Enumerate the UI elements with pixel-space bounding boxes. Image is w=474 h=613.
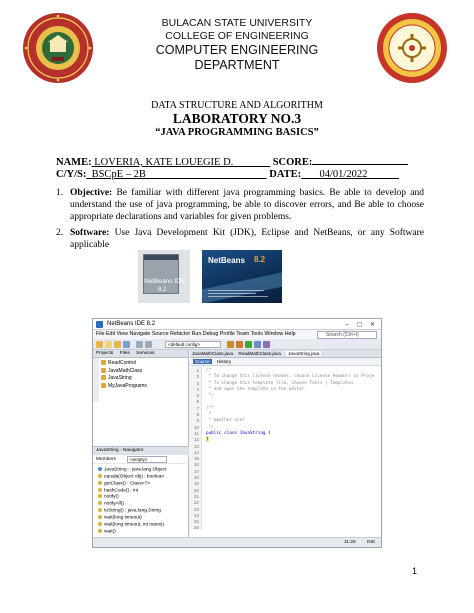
ide-search-input[interactable]: Search (Ctrl+I)	[317, 331, 377, 339]
window-controls[interactable]: – ▢ ✕	[345, 322, 378, 328]
netbeans-icon-image	[138, 250, 190, 303]
line-number: 22	[193, 500, 199, 506]
code-line: *	[206, 412, 212, 418]
line-number: 16	[193, 462, 199, 468]
date-value: ___04/01/2022______	[301, 169, 399, 180]
java-project-icon	[101, 383, 106, 388]
redo-icon[interactable]	[145, 341, 152, 348]
navigator-filter-select[interactable]: <empty>	[127, 456, 167, 463]
code-area[interactable]	[206, 367, 374, 444]
line-number: 1	[196, 368, 199, 373]
members-list	[98, 467, 166, 536]
members-label: Members	[96, 457, 116, 462]
line-number: 13	[193, 443, 199, 449]
project-tree	[101, 360, 147, 390]
method-icon	[98, 494, 102, 498]
method-icon	[98, 481, 102, 485]
list-number: 2.	[56, 228, 64, 238]
institution-heading	[150, 17, 324, 73]
line-number: 26	[193, 525, 199, 531]
tree-item[interactable]: MyJavaPrograms	[101, 383, 147, 391]
netbeans-ide-screenshot	[92, 318, 382, 548]
list-item-objective	[52, 187, 424, 223]
line-number: 3	[196, 380, 199, 386]
line-number: 10	[193, 424, 199, 430]
editor-tabs	[190, 350, 382, 358]
side-strip	[93, 358, 99, 402]
software-text: Use Java Development Kit (JDK), Eclipse and NetBeans, or any Software applicable	[70, 228, 425, 250]
method-icon	[98, 508, 102, 512]
ide-title-bar	[93, 319, 381, 330]
tab-services[interactable]: Services	[136, 351, 155, 356]
navigator-filter-row	[93, 455, 189, 464]
build-icon[interactable]	[227, 341, 234, 348]
line-number: 11	[194, 430, 199, 436]
method-icon	[98, 488, 102, 492]
code-line: /*	[206, 368, 212, 373]
source-tab[interactable]: Source	[195, 359, 210, 364]
method-icon	[98, 474, 102, 478]
netbeans-logo-icon	[96, 321, 103, 328]
member-item[interactable]: notify()	[98, 494, 166, 501]
code-line-class-declaration: public class JavaString {	[206, 430, 271, 436]
history-tab[interactable]: History	[216, 359, 232, 364]
editor-tab[interactable]: JavaMathClass.java	[192, 351, 234, 356]
java-project-icon	[101, 375, 106, 380]
netbeans-icon-version: 8.2	[158, 287, 167, 293]
name-label: NAME:	[56, 157, 92, 168]
method-icon	[98, 515, 102, 519]
list-item-software	[52, 227, 424, 251]
line-number: 6	[196, 399, 199, 405]
member-item[interactable]: JavaString :: java.lang.Object	[98, 467, 166, 474]
line-number: 19	[193, 481, 199, 487]
splash-version: 8.2	[254, 255, 266, 264]
code-line: /**	[206, 405, 214, 411]
insert-mode: INS	[367, 540, 375, 545]
objective-label: Objective:	[70, 188, 113, 198]
new-file-icon[interactable]	[105, 341, 112, 348]
letterhead	[0, 8, 474, 90]
line-number: 7	[196, 405, 199, 411]
navigator-panel	[93, 446, 189, 538]
line-number: 4	[196, 386, 199, 392]
ide-status-bar	[93, 537, 382, 547]
bulsu-seal-logo	[22, 12, 94, 84]
line-number: 21	[193, 493, 199, 499]
java-project-icon	[101, 360, 106, 365]
ide-toolbar	[93, 339, 381, 350]
department-line-2: DEPARTMENT	[194, 58, 280, 72]
profile-icon[interactable]	[263, 341, 270, 348]
member-item[interactable]: toString() : java.lang.String	[98, 508, 166, 515]
projects-panel	[93, 350, 189, 538]
editor-tab-active[interactable]: JavaString.java	[288, 351, 320, 356]
code-line-closing-brace: }	[206, 437, 209, 443]
line-number: 25	[193, 519, 199, 525]
line-number: 15	[193, 456, 199, 462]
member-item[interactable]: notifyAll()	[98, 501, 166, 508]
lab-number: LABORATORY NO.3	[172, 111, 302, 126]
line-number: 18	[193, 475, 199, 481]
netbeans-icon-label: NetBeans IDE	[144, 278, 186, 285]
class-icon	[98, 467, 102, 471]
member-item[interactable]: wait(long timeout)	[98, 515, 166, 522]
code-line: */	[206, 393, 214, 399]
splash-brand: NetBeans	[208, 256, 245, 265]
line-number: 2	[196, 374, 199, 380]
ide-window-title: NetBeans IDE 8.2	[107, 321, 156, 327]
member-item[interactable]: wait()	[98, 529, 166, 536]
line-number: 17	[193, 468, 199, 474]
code-line: * @author acer	[206, 418, 245, 424]
splash-text-line	[208, 293, 256, 294]
university-name: BULACAN STATE UNIVERSITY	[161, 17, 313, 29]
code-line: * and open the template in the editor.	[206, 386, 307, 392]
line-number: 9	[196, 418, 199, 424]
list-number: 1.	[56, 188, 64, 198]
software-label: Software:	[70, 228, 110, 238]
tree-item[interactable]: JavaMathClass	[101, 368, 147, 376]
member-item[interactable]: hashCode() : int	[98, 488, 166, 495]
tree-item[interactable]: JavaString	[101, 375, 147, 383]
line-number: 14	[193, 449, 199, 455]
splash-swoosh	[202, 269, 282, 303]
cys-value: BSCpE – 2B_______________________	[91, 169, 267, 180]
college-name: COLLEGE OF ENGINEERING	[165, 30, 309, 42]
editor-toolbar	[190, 358, 382, 366]
new-project-icon[interactable]	[96, 341, 103, 348]
method-icon	[98, 522, 102, 526]
line-number: 8	[196, 412, 199, 418]
coe-seal-logo	[376, 12, 448, 84]
line-number-gutter	[190, 367, 202, 530]
page-number: 1	[412, 566, 418, 576]
name-value: LOVERIA, KATE LOUEGIE D._______	[94, 157, 271, 168]
netbeans-splash-image	[202, 250, 282, 303]
navigator-title: JavaString - Navigator	[93, 447, 189, 455]
code-editor	[190, 350, 382, 538]
open-project-icon[interactable]	[114, 341, 121, 348]
cys-label: C/Y/S:	[56, 169, 87, 180]
config-select[interactable]: <default config>	[165, 341, 221, 348]
score-label: SCORE:	[272, 157, 313, 168]
code-line: */	[206, 424, 214, 430]
line-number: 12	[193, 437, 199, 443]
objective-text: Be familiar with different java programming basics. Be able to develop and understand the use of java programming, be able to discover errors, and Be able to choose appropriate declarations and variables for given problems.	[70, 188, 424, 222]
name-score-row	[56, 155, 408, 169]
undo-icon[interactable]	[136, 341, 143, 348]
tab-files[interactable]: Files	[119, 351, 130, 356]
tab-projects[interactable]: Projects	[96, 351, 114, 356]
line-number: 24	[193, 512, 199, 518]
tree-item[interactable]: ReadControl	[101, 360, 147, 368]
editor-tab[interactable]: ReadMathClass.java	[238, 351, 281, 356]
splash-text-line	[208, 290, 264, 291]
code-line: * To change this template file, choose Tools | Templates	[206, 380, 354, 386]
line-number: 20	[193, 487, 199, 493]
code-line: * To change this license header, choose License Headers in Proje	[206, 374, 375, 380]
member-item[interactable]: wait(long timeout, int nanos)	[98, 522, 166, 529]
line-number: 23	[193, 506, 199, 512]
lab-topic: “JAVA PROGRAMMING BASICS”	[155, 127, 319, 138]
java-project-icon	[101, 368, 106, 373]
ide-menu-bar[interactable]: File Edit View Navigate Source Refactor Run Debug Profile Team Tools Window Help	[93, 330, 381, 339]
projects-panel-tabs	[93, 350, 188, 358]
run-icon[interactable]	[245, 341, 252, 348]
department-line-1: COMPUTER ENGINEERING	[155, 43, 319, 57]
lab-details-list	[52, 187, 424, 255]
cursor-position: 11:26	[344, 540, 356, 545]
course-title: DATA STRUCTURE AND ALGORITHM	[151, 100, 323, 111]
date-label: DATE:	[269, 169, 302, 180]
method-icon	[98, 501, 102, 505]
debug-icon[interactable]	[254, 341, 261, 348]
clean-build-icon[interactable]	[236, 341, 243, 348]
member-item[interactable]: getClass() : Class<?>	[98, 481, 166, 488]
line-number: 5	[196, 393, 199, 399]
score-blank	[312, 155, 408, 165]
method-icon	[98, 529, 102, 533]
splash-text-line	[208, 296, 268, 297]
cys-date-row	[56, 168, 399, 181]
member-item[interactable]: equals(Object obj) : boolean	[98, 474, 166, 481]
save-all-icon[interactable]	[123, 341, 130, 348]
